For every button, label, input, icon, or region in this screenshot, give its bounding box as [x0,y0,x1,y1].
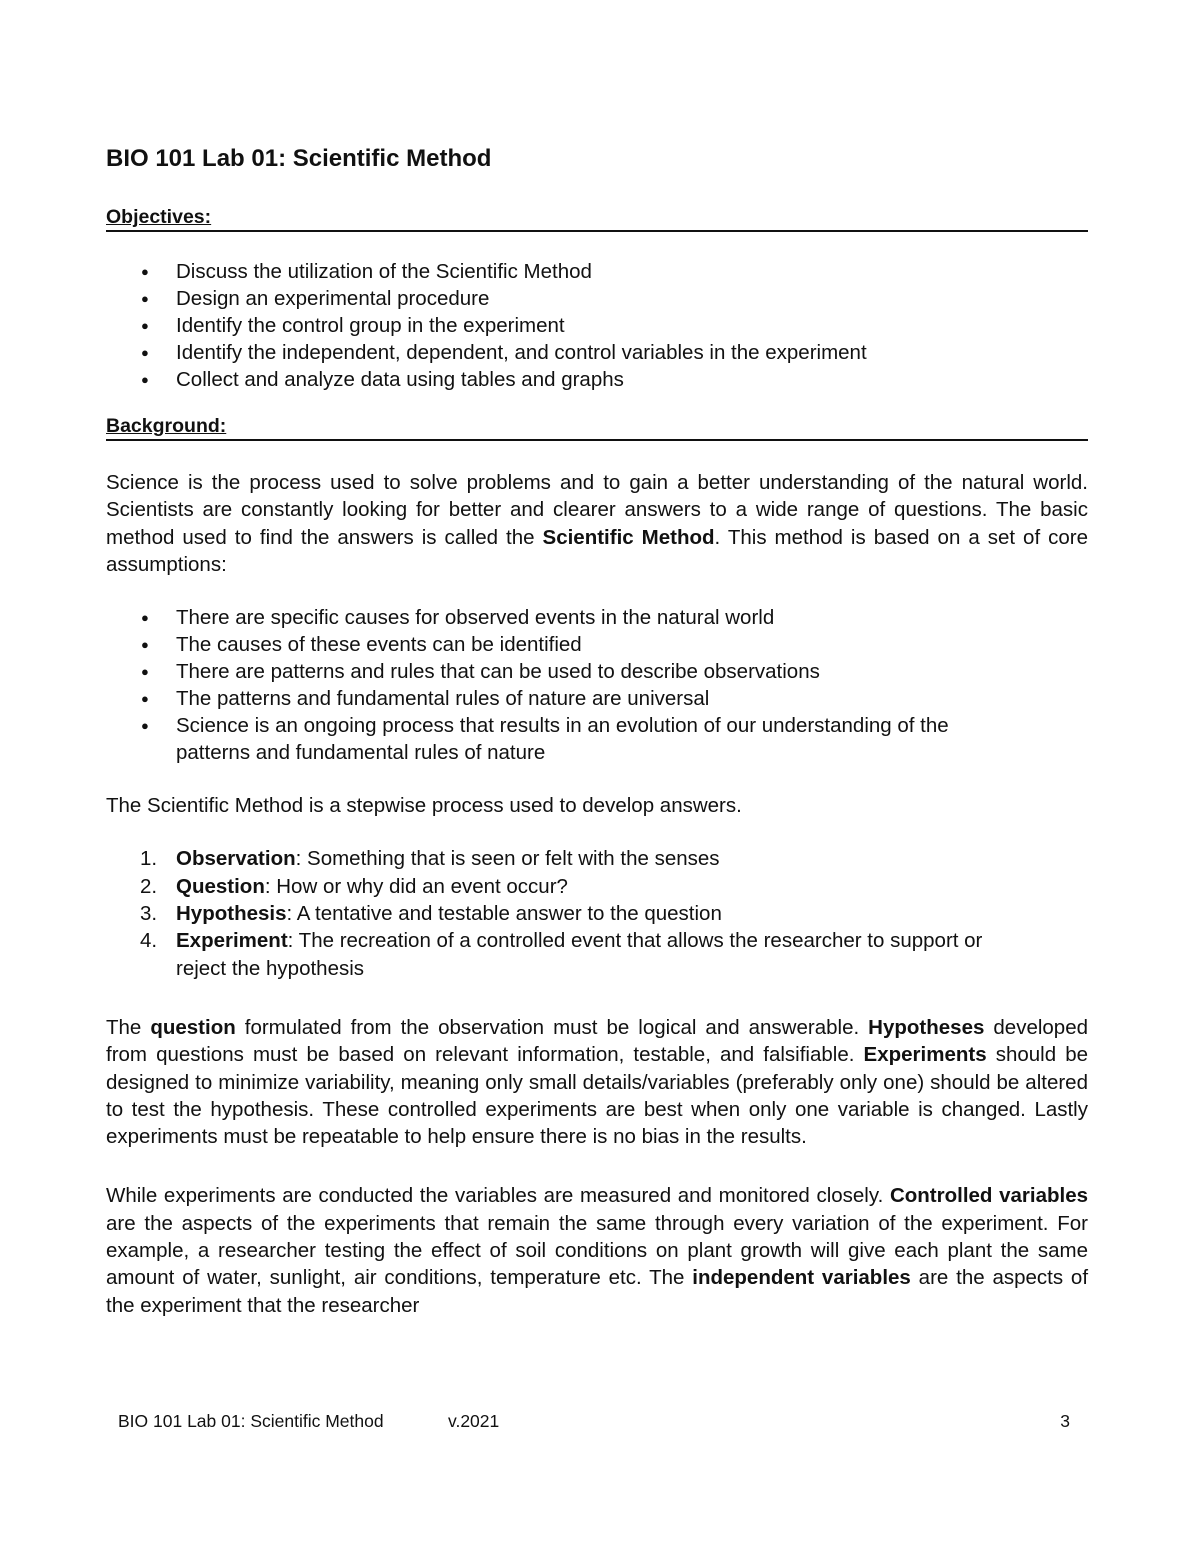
list-item: ● The causes of these events can be identified [106,631,1088,658]
page-footer [118,1406,1070,1436]
list-item: ● Identify the independent, dependent, and control variables in the experiment [106,339,1088,366]
step-term: Hypothesis [176,902,287,926]
list-item: ● Identify the control group in the experiment [106,312,1088,339]
document-title: BIO 101 Lab 01: Scientific Method [106,145,492,172]
variables-paragraph [106,1182,1088,1318]
step-term: Question [176,874,265,898]
paragraph-text: are the aspects of the experiment that the researcher [106,1266,1089,1317]
bold-term: Scientific Method [542,525,715,549]
step-number: 2. [140,874,158,898]
paragraph-text: formulated from the observation must be logical and answerable. [235,1015,869,1039]
footer-title: BIO 101 Lab 01: Scientific Method [118,1411,384,1431]
step-item [106,873,1088,900]
stepwise-intro: The Scientific Method is a stepwise process used to develop answers. [106,794,742,818]
assumptions-list [106,604,1088,766]
bold-term: Controlled variables [889,1184,1089,1208]
steps-list [106,845,1088,981]
step-number: 3. [140,902,158,926]
step-text: : How or why did an event occur? [264,874,568,898]
document-page [106,140,1088,1319]
paragraph-text: should be designed to minimize variability, meaning only small details/variables (preferably only one) should be altered to test the hypothesis. These controlled experiments are best when only one variable is changed. Lastly experiments must be repeatable to help ensure there is no bias in the results. [106,1043,1089,1149]
page-number: 3 [1060,1411,1070,1431]
bold-term: Experiments [863,1043,987,1067]
list-item: ● There are patterns and rules that can be used to describe observations [106,658,1088,685]
step-term: Experiment [176,929,288,953]
step-item [106,900,1088,927]
bold-term: question [150,1015,236,1039]
paragraph-text: Science is the process used to solve problems and to gain a better understanding of the natural world. Scientists are constantly looking for better and clearer answers to a wide range of questions. The basic method used to find the answers is called the [106,471,1088,549]
list-item: ● The patterns and fundamental rules of nature are universal [106,685,1088,712]
objectives-list [106,258,1088,393]
paragraph-text: are the aspects of the experiments that remain the same through every variation of the experiment. For example, a researcher testing the effect of soil conditions on plant growth will give each plant the same amount of water, sunlight, air conditions, temperature etc. The [106,1211,1088,1290]
step-item [106,927,1088,982]
step-text: : The recreation of a controlled event that allows the researcher to support or reject the hypothesis [176,929,983,980]
paragraph-text: developed from questions must be based on relevant information, testable, and falsifiable. [106,1015,1089,1067]
question-hypothesis-paragraph [106,1014,1088,1150]
step-term: Observation [176,847,296,871]
step-number: 1. [140,847,158,871]
step-text: : Something that is seen or felt with the senses [295,847,720,871]
paragraph-text: The [106,1015,151,1039]
bold-term: independent variables [692,1266,911,1290]
background-heading: Background: [106,413,1088,441]
list-item: ● Science is an ongoing process that results in an evolution of our understanding of the patterns and fundamental rules of nature [106,712,1088,766]
background-paragraph [106,469,1088,578]
bold-term: Hypotheses [868,1015,985,1039]
footer-version: v.2021 [448,1411,500,1431]
list-item: ● Discuss the utilization of the Scientific Method [106,258,1088,285]
step-number: 4. [140,929,158,953]
paragraph-text: While experiments are conducted the variables are measured and monitored closely. [106,1184,890,1208]
objectives-heading: Objectives: [106,204,1088,232]
step-text: : A tentative and testable answer to the question [286,902,722,926]
list-item: ● There are specific causes for observed events in the natural world [106,604,1088,631]
step-item [106,845,1088,872]
list-item: ● Collect and analyze data using tables and graphs [106,366,1088,393]
list-item: ● Design an experimental procedure [106,285,1088,312]
paragraph-text: . This method is based on a set of core assumptions: [106,525,1088,576]
